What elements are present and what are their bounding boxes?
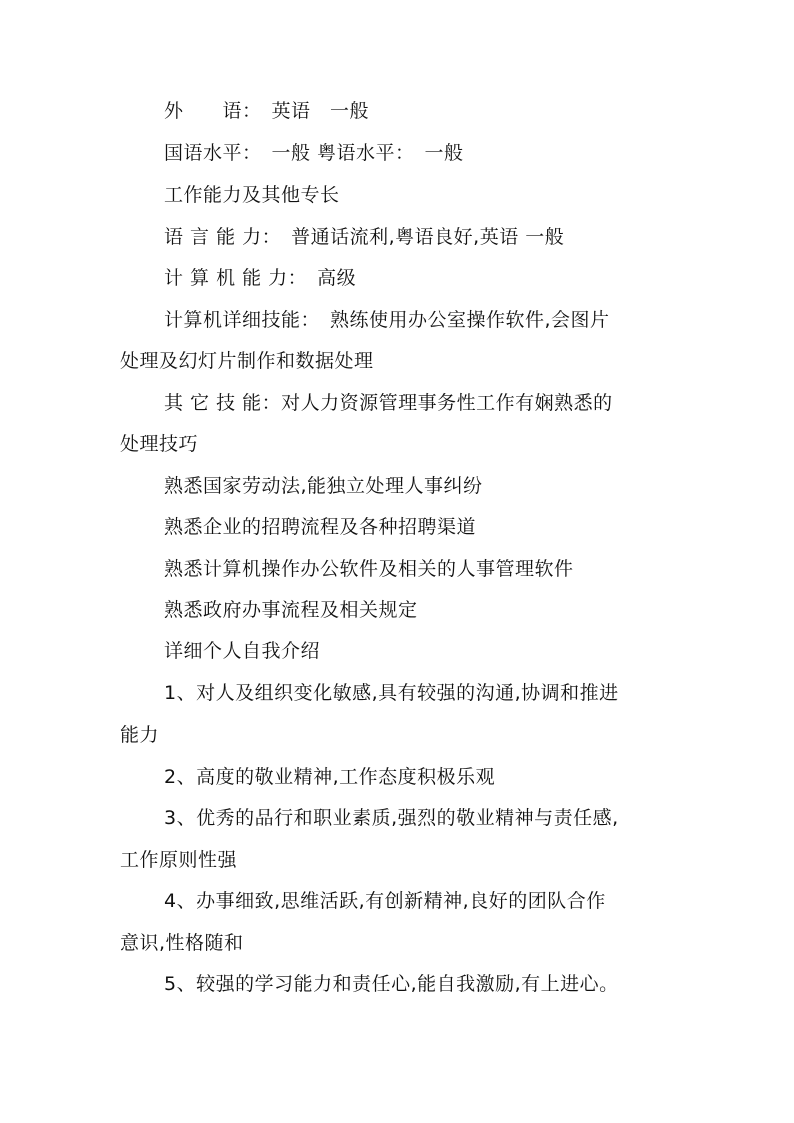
- intro-item-2: 2、高度的敬业精神,工作态度积极乐观: [164, 766, 496, 788]
- intro-item-4: 4、办事细致,思维活跃,有创新精神,良好的团队合作: [164, 890, 606, 912]
- other-skills-line: 其 它 技 能：对人力资源管理事务性工作有娴熟悉的: [164, 392, 613, 414]
- other-skills-line-continued: 处理技巧: [120, 433, 199, 455]
- computer-ability-line: 计 算 机 能 力： 高级: [164, 267, 357, 289]
- intro-item-1-continued: 能力: [120, 724, 160, 746]
- skill-recruitment: 熟悉企业的招聘流程及各种招聘渠道: [164, 516, 477, 538]
- intro-item-3-continued: 工作原则性强: [120, 849, 238, 871]
- intro-item-4-continued: 意识,性格随和: [120, 932, 244, 954]
- section-heading-abilities: 工作能力及其他专长: [164, 184, 340, 206]
- computer-skills-line-continued: 处理及幻灯片制作和数据处理: [120, 350, 374, 372]
- language-ability-line: 语 言 能 力： 普通话流利,粤语良好,英语 一般: [164, 226, 565, 248]
- skill-labor-law: 熟悉国家劳动法,能独立处理人事纠纷: [164, 475, 483, 497]
- skill-government-procedures: 熟悉政府办事流程及相关规定: [164, 599, 418, 621]
- intro-item-3: 3、优秀的品行和职业素质,强烈的敬业精神与责任感,: [164, 807, 619, 829]
- computer-skills-line: 计算机详细技能： 熟练使用办公室操作软件,会图片: [164, 309, 610, 331]
- intro-item-1: 1、对人及组织变化敏感,具有较强的沟通,协调和推进: [164, 682, 619, 704]
- mandarin-cantonese-level-line: 国语水平： 一般 粤语水平： 一般: [164, 142, 464, 164]
- section-heading-self-introduction: 详细个人自我介绍: [164, 640, 321, 662]
- intro-item-5: 5、较强的学习能力和责任心,能自我激励,有上进心。: [164, 973, 619, 995]
- skill-office-software: 熟悉计算机操作办公软件及相关的人事管理软件: [164, 558, 574, 580]
- foreign-language-line: 外 语： 英语 一般: [164, 100, 370, 122]
